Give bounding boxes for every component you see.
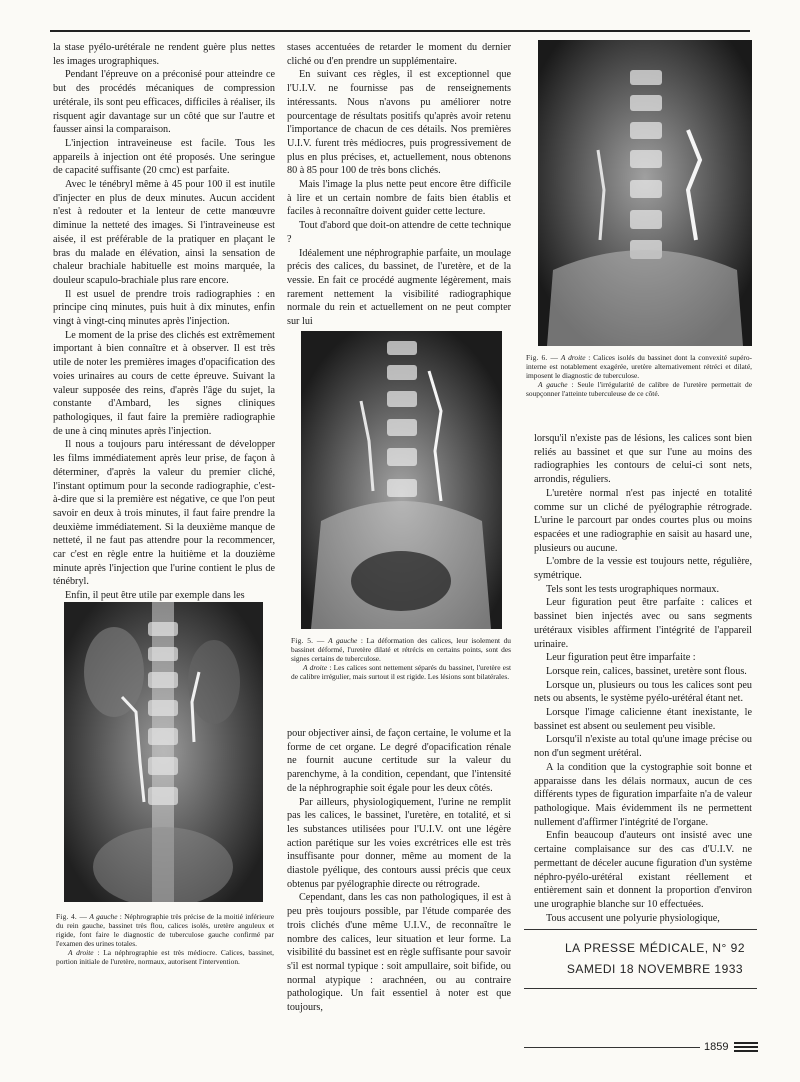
paragraph: Mais l'image la plus nette peut encore être difficile à lire et un certain nombre de faits bien établis et faciles à reconnaître doivent guider cette lecture. <box>287 179 511 218</box>
journal-title: LA PRESSE MÉDICALE, N° 92 <box>564 941 746 955</box>
caption-text: : Seule l'irrégularité de calibre de l'uretère permettait de soupçonner l'atteinte tuberculeuse de ce côté. <box>526 380 752 399</box>
paragraph: Pendant l'épreuve on a préconisé pour atteindre ce but des procédés mécaniques de compression urétérale, ils sont peu efficaces, difficiles à réaliser, ils risquent agir davantage sur un côté que sur l'autre et fausser ainsi la comparaison. <box>53 69 275 136</box>
column-3-text <box>534 432 752 925</box>
figure-4-radiograph <box>64 602 263 902</box>
figure-5-radiograph <box>301 331 502 629</box>
caption-side-label: A droite <box>303 663 328 673</box>
paragraph: Il nous a toujours paru intéressant de développer les films immédiatement après leur prise, de façon à déterminer, d'après la valeur du premier cliché, l'instant optimum pour la seconde radiographie, c'est-à-dire que si la première est négative, ce que l'on peut savoir en deux à trois minutes, il faut faire prendre la deuxième immédiatement. Si la deuxième manque de netteté, il ne faut pas attendre pour la recommencer, car c'est en règle entre la huitième et la douzième minute après l'injection que l'urine contient le plus de ténébryl. <box>53 439 275 588</box>
paragraph: la stase pyélo-urétérale ne rendent guère plus nettes les images urographiques. <box>53 42 275 67</box>
caption-side-label: A gauche <box>328 636 358 645</box>
page-number: 1859 <box>704 1041 729 1053</box>
paragraph: Enfin, il peut être utile par exemple dans les <box>65 590 245 602</box>
paragraph: Lorsque rein, calices, bassinet, uretère sont flous. <box>546 665 747 677</box>
paragraph: Cependant, dans les cas non pathologiques, il est à peu près toujours possible, par l'étude comparée des trois clichés d'une même U.I.V., de reconnaître le nombre des calices, leur situation et leur forme. La visibilité du bassinet est en règle suffisante pour savoir s'il est normal typique : soit ampullaire, soit bifide, ou normal atypique : arachnéen, ou au contraire pathologique. Un fait essentiel à noter est que toujours, <box>287 892 511 1014</box>
figure-number: Fig. 4. — <box>56 912 88 921</box>
paragraph: En suivant ces règles, il est exceptionnel que l'U.I.V. ne fournisse pas de renseignements intéressants. Nous n'avons pu améliorer notre pourcentage de résultats positifs qu'après avoir retenu l'importance de chacun de ces détails. Nos premières U.I.V. furent très médiocres, puis progressivement de plus en plus précises, et, actuellement, nous obtenons 80 à 85 pour 100 de très bons clichés. <box>287 69 511 177</box>
caption-text: : La néphrographie est très médiocre. Calices, bassinet, portion initiale de l'uretère, normaux, autorisent l'intervention. <box>56 948 274 967</box>
figure-6-caption <box>526 353 752 398</box>
issue-date: SAMEDI 18 NOVEMBRE 1933 <box>566 962 744 976</box>
paragraph: Avec le ténébryl même à 45 pour 100 il est inutile d'injecter en plus de deux minutes. Aucun accident n'est à redouter et la lenteur de cette manœuvre diminue la netteté des images. Si l'intraveineuse est aisée, il est préférable de la pratiquer en plaçant le bras du malade en élévation, ainsi la sensation de chaleur brachiale habituelle est moins marquée, la douleur scapulo-brachiale plus rare encore. <box>53 179 275 286</box>
paragraph: Tels sont les tests urographiques normaux. <box>546 583 720 595</box>
paragraph: L'uretère normal n'est pas injecté en totalité comme sur un cliché de pyélographie rétrograde. L'urine le parcourt par ondes courtes plus ou moins espacées et une radiographie en saisit au hasard une, plusieurs ou aucune. <box>534 487 752 554</box>
figure-5-caption <box>291 636 511 681</box>
figure-4-caption <box>56 912 274 967</box>
paragraph: lorsqu'il n'existe pas de lésions, les calices sont bien reliés au bassinet et que sur l'une au moins des radiographies les contours de celui-ci sont nets, arrondis, réguliers. <box>534 433 752 486</box>
paragraph: Idéalement une néphrographie parfaite, un moulage précis des calices, du bassinet, de l'uretère, et de la vessie. En fait ce procédé augmente légèrement, mais rarement nettement la visibilité radiographique normale du rein et actuellement on ne peut compter sur lui <box>287 247 511 328</box>
caption-text: : Calices isolés du bassinet dont la convexité supéro-interne est notablement exagérée, uretère alternativement rétréci et dilaté, imposent le diagnostic de tuberculose. <box>526 353 753 381</box>
paragraph: Lorsqu'il n'existe au total qu'une image précise ou non d'un segment urétéral. <box>534 734 752 760</box>
caption-side-label: A droite <box>68 948 94 958</box>
paragraph: Tous accusent une polyurie physiologique, <box>546 912 720 924</box>
paragraph: Enfin beaucoup d'auteurs ont insisté avec une certaine complaisance sur des cas d'U.I.V. ne permettant de déceler aucune figuration d'un système néphro-pyélo-urétéral existant réellement et entièrement sain et donnent la proportion d'environ une urographie blanche sur 10 effectuées. <box>534 830 752 910</box>
paragraph: Lorsque l'image calicienne étant inexistante, le bassinet est absent ou seulement peu visible. <box>534 707 752 732</box>
column-2-top-text <box>287 41 511 329</box>
caption-text: : Néphrographie très précise de la moitié inférieure du rein gauche, bassinet très flou, calices isolés, uretère anguleux et rigide, font faire le diagnostic de tuberculose gauche confirmé par l'examen des urines totales. <box>56 912 274 949</box>
caption-text: : Les calices sont nettement séparés du bassinet, l'uretère est de calibre irrégulier, mais surtout il est rigide. Les lésions sont bilatérales. <box>291 663 512 682</box>
paragraph: L'ombre de la vessie est toujours nette, régulière, symétrique. <box>534 556 752 582</box>
paragraph: stases accentuées de retarder le moment du dernier cliché ou d'en prendre un supplémentaire. <box>287 42 511 67</box>
figure-number: Fig. 6. — <box>526 353 559 362</box>
paragraph: pour objectiver ainsi, de façon certaine, le volume et la forme de cet organe. Le degré d'opacification rénale ne fournit aucune certitude sur la valeur du parenchyme, à la condition, cependant, que l'intensité de la néphrographie soit égale pour les deux côtés. <box>287 728 511 794</box>
paragraph: Leur figuration peut être imparfaite : <box>546 652 696 664</box>
page-number-ornament <box>734 1042 758 1054</box>
paragraph: L'injection intraveineuse est facile. Tous les appareils à injection ont été proposés. Une seringue de capacité suffisante (20 cmc) est parfaite. <box>53 137 275 177</box>
column-1-text <box>53 41 275 603</box>
paragraph: Par ailleurs, physiologiquement, l'urine ne remplit pas les calices, le bassinet, l'uretère, en totalité, et si les substances utilisées pour l'U.I.V. ont une légère action parétique sur les voies excrétrices elle est très insuffisante pour donner, même au moment de la diastole pyélique, des contours aussi précis que ceux obtenus par pyélographie directe ou rétrograde. <box>287 796 511 890</box>
paragraph: Leur figuration peut être parfaite : calices et bassinet bien injectés avec ou sans segments urétéraux visibles affirment l'intégrité de l'appareil urinaire. <box>534 597 752 650</box>
paragraph: Il est usuel de prendre trois radiographies : en principe cinq minutes, puis huit à dix minutes, enfin vingt à vingt-cinq minutes après l'injection. <box>53 288 275 328</box>
caption-side-label: A droite <box>560 353 586 362</box>
caption-side-label: A gauche <box>538 380 568 390</box>
caption-side-label: A gauche <box>89 912 118 921</box>
footer-rule <box>524 1047 700 1048</box>
paragraph: Tout d'abord que doit-on attendre de cette technique ? <box>287 220 511 245</box>
paragraph: A la condition que la cystographie soit bonne et apparaisse dans les délais normaux, aucun de ces différents types de figuration imparfaite n'a de valeur pathologique. Mais évidemment ils ne permettent nullement d'affirmer l'intégrité de l'organe. <box>534 761 752 828</box>
top-rule <box>50 30 750 32</box>
masthead-bottom-rule <box>524 988 757 989</box>
paragraph: Le moment de la prise des clichés est extrêmement important à bien connaître et à observer. Il est très utile de noter les premières images d'opacification des voies urinaires au cours de cette épreuve. Suivant la valeur supposée des reins, d'après l'âge du sujet, la constante d'Ambard, les signes cliniques pathologiques, il faut faire la première radiographie de une à cinq minutes après l'injection. <box>53 329 275 437</box>
paragraph: Lorsque un, plusieurs ou tous les calices sont peu nets ou absents, le système pyélo-urétéral étant net. <box>534 679 752 705</box>
column-2-bottom-text <box>287 727 511 1015</box>
figure-number: Fig. 5. — <box>291 636 325 645</box>
figure-6-radiograph <box>538 40 752 346</box>
caption-text: : La déformation des calices, leur isolement du bassinet déformé, l'uretère dilaté et rétrécis en certains points, sont des signes certains de tuberculose. <box>291 636 511 664</box>
masthead-top-rule <box>524 929 757 930</box>
